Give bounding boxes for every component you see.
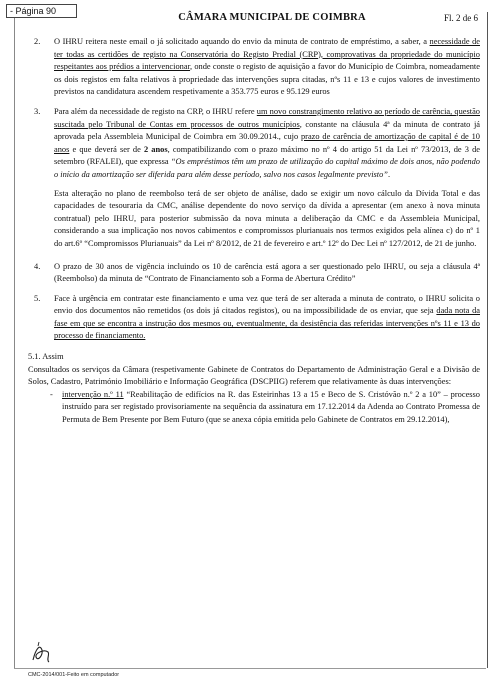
paragraph-4	[28, 261, 480, 286]
document-body	[28, 36, 480, 427]
paragraph-3-continued	[28, 188, 480, 251]
italic-quote: “Os empréstimos têm um prazo de utilização do capital máximo de dois anos, não podendo o início da amortização ser diferida para além desse período, salvo nos casos legalmente previsto”	[54, 157, 480, 179]
text: e que deverá ser de	[69, 144, 144, 154]
text: O prazo de 30 anos de vigência incluindo os 10 de carência está agora a ser questionado pelo IHRU, ou seja a cláusula 4ª (Reembolso) da minuta de “Contrato de Financiamento sob a Forma de Abertura Crédito”	[54, 261, 480, 284]
underlined-text: dada nota da fase em que se encontra a instrução dos mesmos ou, eventualmente, da desistência das referidas intervenções nºs 11 e 13 do processo de financiamento.	[54, 306, 480, 341]
text: Face à urgência em contratar este financiamento e uma vez que terá de ser alterada a minuta de contrato, o IHRU solicita o envio dos documentos não remetidos (os dois já citados registos), ou na impossibilidade de os enviar, que seja	[54, 293, 480, 316]
item-number: 5.	[34, 293, 41, 303]
underlined-text: prazo de carência de amortização de capital é de 10 anos	[54, 132, 480, 154]
document-title: CÂMARA MUNICIPAL DE COIMBRA	[178, 12, 366, 23]
text: O IHRU reitera neste email o já solicitado aquando do envio da minuta de contrato de empréstimo, a saber, a	[54, 37, 430, 46]
document-header	[28, 12, 486, 26]
footer-text: CMC-2014/001-Feito em computador	[28, 672, 120, 678]
paragraph-5	[28, 293, 480, 343]
text: , onde conste o registo de aquisição a favor do Município de Coimbra, nomeadamente os dois registos em falta relativos à propriedade das intervenções supra citadas, nºs 11 e 13 e cujos valores de investimento previstos na candidatura ascendem respetivamente a 353.775 euros e 95.129 euros	[54, 62, 480, 97]
list-item	[50, 389, 480, 427]
underlined-text: necessidade de ter todas as certidões de registo na Conservatória do Registo Predial (CRP), comprovativas da propriedade do município respeitantes aos prédios a intervencionar	[54, 37, 480, 72]
bold-text: 2 anos	[143, 144, 168, 154]
text: Esta alteração no plano de reembolso terá de ser objeto de análise, dado se exigir um novo cálculo da Dívida Total e das capacidades de tesouraria da CMC, análise dependente do novo serviço da dívida a apresentar (em anexo à nova minuta contratual) pelo IHRU, para posterior submissão da nova minuta a deliberação da CMC e da Assembleia Municipal, considerando a sua implicação nos novos cabimentos e compromissos plurianuais nos termos exigidos pela alínea c) do nº 1 do art.6º “Compromissos Plurianuais” da Lei nº 8/2012, de 21 de fevereiro e art.º 12º do Dec Lei nº 127/2012, de 21 de junho.	[54, 188, 480, 248]
underlined-text: um novo constrangimento relativo ao período de carência, questão suscitada pelo Tribunal de Contas em processos de outros municípios	[54, 106, 480, 129]
text: , compatibilizando com o prazo máximo no nº 4 do artigo 51 da Lei nº 73/2013, de 3 de setembro (RFALEI), que expressa	[54, 144, 480, 167]
item-number: 4.	[34, 261, 41, 271]
section-5-1-heading: 5.1. Assim	[28, 352, 64, 362]
page-number-tag: - Página 90	[6, 4, 77, 18]
item-number: 3.	[34, 106, 41, 116]
page-bottom-edge	[14, 668, 486, 669]
section-5-1-text: Consultados os serviços da Câmara (respetivamente Gabinete de Contratos do Departamento de Administração Geral e a Divisão de Solos, Cadastro, Património Imobiliário e Informação Geográfica (DSCPIIG) referem que relativamente às duas intervenções:	[28, 364, 480, 387]
text: , constante na cláusula 4ª da minuta de contrato já aprovada pela Assembleia Municipal de Coimbra em 30.09.2014., cujo	[54, 119, 480, 142]
bullet-dash: -	[50, 389, 53, 399]
paragraph-3	[28, 106, 480, 182]
underlined-text: intervenção n.º 11	[62, 389, 124, 399]
text: “Reabilitação de edifícios na R. das Esteirinhas 13 a 15 e Beco de S. Cristóvão n.º 2 a 10” – processo instruído para ser registado provisoriamente na sequência da assinatura em 17.12.2014 da Adenda ao Contrato Promessa de Permuta de Bem Presente por Bem Futuro (que se anexa cópia emitida pelo Gabinete de Contratos em 29.12.2014),	[62, 389, 480, 425]
text: Para além da necessidade de registo na CRP, o IHRU refere	[54, 106, 257, 116]
item-number: 2.	[34, 37, 41, 46]
paragraph-2	[28, 36, 480, 99]
sheet-number: Fl. 2 de 6	[443, 13, 478, 23]
text: .	[387, 169, 391, 179]
signature-mark	[30, 640, 54, 666]
